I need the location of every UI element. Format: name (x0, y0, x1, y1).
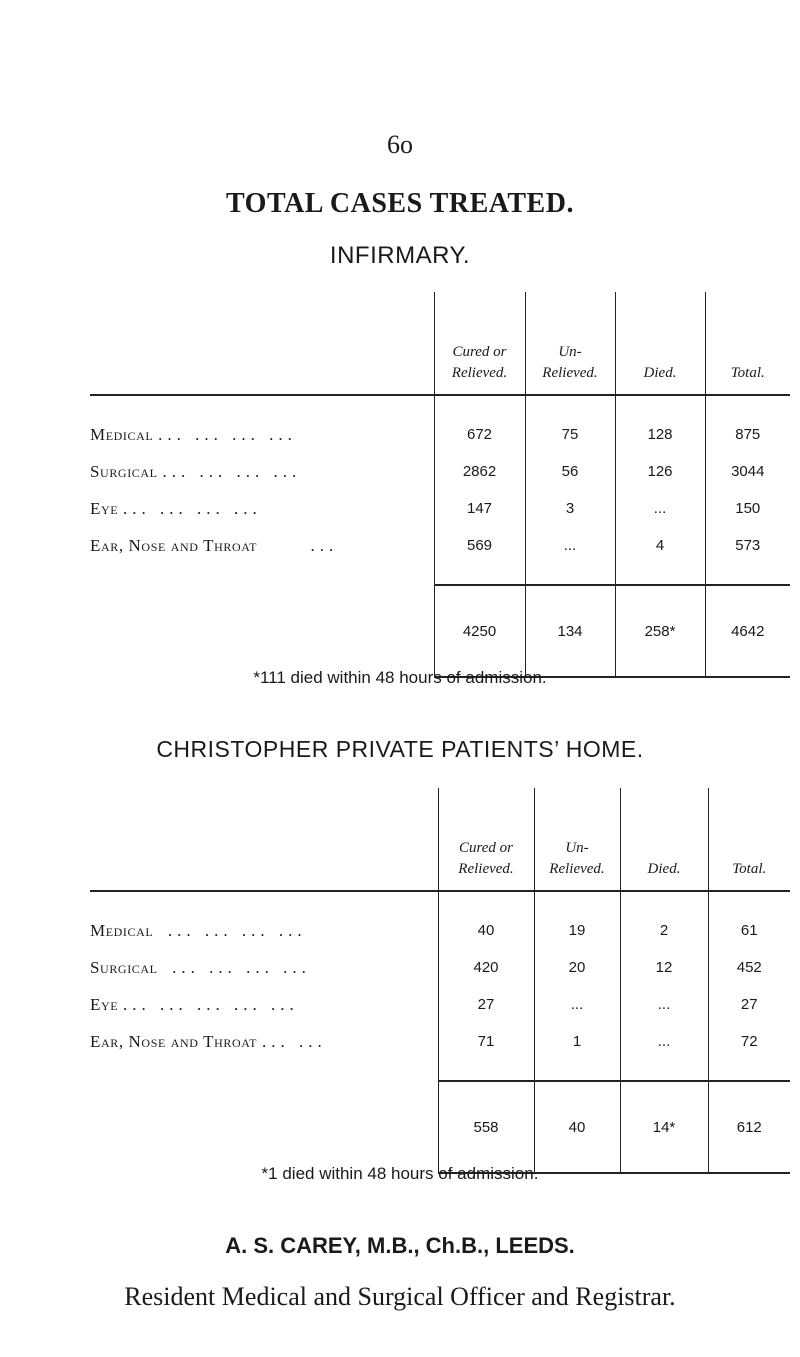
cell-unrelieved: 19 (534, 891, 620, 949)
cell-unrelieved: 1 (534, 1023, 620, 1060)
cell-total: 3044 (705, 453, 790, 490)
column-header-cured: Cured or Relieved. (438, 788, 534, 891)
total-died: 258* (615, 585, 705, 677)
cell-died: 12 (620, 949, 708, 986)
cell-cured: 672 (434, 395, 525, 453)
leader-dots: ... ... (261, 1031, 327, 1051)
cell-died: 2 (620, 891, 708, 949)
cell-unrelieved: 75 (525, 395, 615, 453)
column-header-died: Died. (620, 788, 708, 891)
column-header-cured: Cured or Relieved. (434, 292, 525, 395)
leader-dots: ... ... ... ... (167, 920, 307, 940)
table-row (90, 891, 790, 949)
leader-dots: ... ... ... ... (172, 957, 311, 977)
row-label: Eye (90, 994, 119, 1014)
column-header-died: Died. (615, 292, 705, 395)
cell-cured: 147 (434, 490, 525, 527)
table-row (90, 395, 790, 453)
totals-row (90, 1081, 790, 1173)
infirmary-footnote: *111 died within 48 hours of admission. (253, 668, 547, 687)
cell-died: 128 (615, 395, 705, 453)
cell-unrelieved: ... (534, 986, 620, 1023)
cell-cured: 27 (438, 986, 534, 1023)
total-unrelieved: 40 (534, 1081, 620, 1173)
cell-total: 27 (708, 986, 790, 1023)
table-row (90, 986, 790, 1023)
cell-unrelieved: 20 (534, 949, 620, 986)
infirmary-heading: INFIRMARY. (329, 242, 471, 269)
grand-total: 4642 (705, 585, 790, 677)
total-unrelieved: 134 (525, 585, 615, 677)
total-cured: 558 (438, 1081, 534, 1173)
cell-total: 573 (705, 527, 790, 564)
row-label: Eye (90, 498, 119, 518)
leader-dots: ... ... ... ... ... (123, 994, 299, 1014)
column-header-total: Total. (705, 292, 790, 395)
row-label: Ear, Nose and Throat (90, 1031, 258, 1051)
leader-dots: ... ... ... ... (158, 424, 297, 444)
cell-total: 61 (708, 891, 790, 949)
page-number: 6o (387, 130, 413, 159)
leader-dots: ... (310, 535, 339, 555)
column-header-total: Total. (708, 788, 790, 891)
christopher-home-footnote: *1 died within 48 hours of admission. (261, 1164, 539, 1183)
leader-dots: ... ... ... ... (123, 498, 262, 518)
column-header-unrelieved: Un- Relieved. (534, 788, 620, 891)
cell-cured: 569 (434, 527, 525, 564)
cell-total: 72 (708, 1023, 790, 1060)
christopher-home-table (90, 788, 790, 1174)
cell-total: 875 (705, 395, 790, 453)
cell-died: 4 (615, 527, 705, 564)
table-row (90, 453, 790, 490)
row-label: Medical (90, 920, 154, 940)
leader-dots: ... ... ... ... (162, 461, 302, 481)
cell-total: 150 (705, 490, 790, 527)
grand-total: 612 (708, 1081, 790, 1173)
table-row (90, 527, 790, 564)
total-died: 14* (620, 1081, 708, 1173)
signatory-name: A. S. CAREY, M.B., Ch.B., LEEDS. (225, 1233, 575, 1258)
totals-row (90, 585, 790, 677)
signatory-role: Resident Medical and Surgical Officer and Registrar. (124, 1282, 676, 1311)
infirmary-table (90, 292, 790, 678)
table-row (90, 490, 790, 527)
christopher-home-heading: CHRISTOPHER PRIVATE PATIENTS’ HOME. (156, 736, 644, 762)
cell-unrelieved: 3 (525, 490, 615, 527)
page-title: TOTAL CASES TREATED. (226, 188, 574, 219)
row-label: Surgical (90, 461, 158, 481)
cell-cured: 420 (438, 949, 534, 986)
table-row (90, 1023, 790, 1060)
cell-total: 452 (708, 949, 790, 986)
cell-cured: 71 (438, 1023, 534, 1060)
cell-died: ... (620, 1023, 708, 1060)
row-label: Surgical (90, 957, 158, 977)
row-label: Ear, Nose and Throat (90, 535, 258, 555)
total-cured: 4250 (434, 585, 525, 677)
column-header-unrelieved: Un- Relieved. (525, 292, 615, 395)
row-label: Medical (90, 424, 154, 444)
cell-died: ... (615, 490, 705, 527)
cell-cured: 2862 (434, 453, 525, 490)
table-row (90, 949, 790, 986)
cell-unrelieved: ... (525, 527, 615, 564)
cell-died: 126 (615, 453, 705, 490)
cell-cured: 40 (438, 891, 534, 949)
cell-unrelieved: 56 (525, 453, 615, 490)
cell-died: ... (620, 986, 708, 1023)
